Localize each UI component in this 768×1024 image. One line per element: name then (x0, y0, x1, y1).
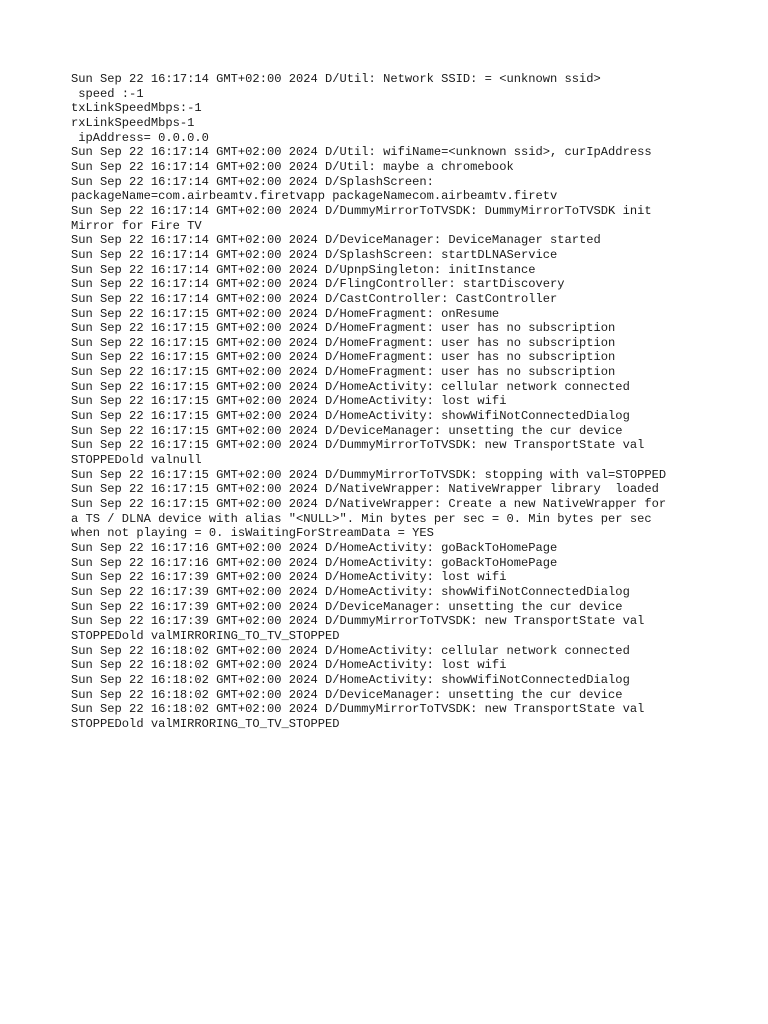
log-line: Sun Sep 22 16:17:14 GMT+02:00 2024 D/Util: maybe a chromebook (71, 159, 514, 174)
log-line: Sun Sep 22 16:17:15 GMT+02:00 2024 D/NativeWrapper: Create a new NativeWrapper for (71, 497, 667, 512)
log-line: Sun Sep 22 16:18:02 GMT+02:00 2024 D/DeviceManager: unsetting the cur device (71, 687, 623, 702)
log-line: a TS / DLNA device with alias "<NULL>". Min bytes per sec = 0. Min bytes per sec (71, 511, 652, 526)
log-line: Sun Sep 22 16:17:39 GMT+02:00 2024 D/HomeActivity: showWifiNotConnectedDialog (71, 584, 630, 599)
log-line: Sun Sep 22 16:17:15 GMT+02:00 2024 D/HomeActivity: lost wifi (71, 394, 507, 409)
log-line: STOPPEDold valnull (71, 453, 202, 468)
log-line: speed :-1 (71, 86, 144, 101)
log-line: Sun Sep 22 16:17:14 GMT+02:00 2024 D/SplashScreen: startDLNAService (71, 247, 558, 262)
log-line: Sun Sep 22 16:17:16 GMT+02:00 2024 D/HomeActivity: goBackToHomePage (71, 555, 558, 570)
log-line: STOPPEDold valMIRRORING_TO_TV_STOPPED (71, 716, 340, 731)
log-line: ipAddress= 0.0.0.0 (71, 130, 209, 145)
log-line: Sun Sep 22 16:17:15 GMT+02:00 2024 D/HomeActivity: cellular network connected (71, 379, 630, 394)
log-line: Sun Sep 22 16:17:14 GMT+02:00 2024 D/DummyMirrorToTVSDK: DummyMirrorToTVSDK init (71, 203, 652, 218)
log-line: Sun Sep 22 16:18:02 GMT+02:00 2024 D/HomeActivity: showWifiNotConnectedDialog (71, 672, 630, 687)
log-line: Mirror for Fire TV (71, 218, 202, 233)
log-line: Sun Sep 22 16:17:15 GMT+02:00 2024 D/NativeWrapper: NativeWrapper library loaded (71, 482, 659, 497)
log-text-block (71, 72, 711, 732)
log-line: rxLinkSpeedMbps-1 (71, 115, 195, 130)
log-line: Sun Sep 22 16:17:14 GMT+02:00 2024 D/FlingController: startDiscovery (71, 277, 565, 292)
log-line: Sun Sep 22 16:17:15 GMT+02:00 2024 D/DummyMirrorToTVSDK: stopping with val=STOPPED (71, 467, 667, 482)
log-line: Sun Sep 22 16:17:15 GMT+02:00 2024 D/HomeFragment: onResume (71, 306, 500, 321)
log-line: Sun Sep 22 16:18:02 GMT+02:00 2024 D/DummyMirrorToTVSDK: new TransportState val (71, 702, 645, 717)
log-line: Sun Sep 22 16:17:15 GMT+02:00 2024 D/HomeFragment: user has no subscription (71, 365, 616, 380)
log-line: Sun Sep 22 16:17:39 GMT+02:00 2024 D/DummyMirrorToTVSDK: new TransportState val (71, 614, 645, 629)
log-line: packageName=com.airbeamtv.firetvapp packageNamecom.airbeamtv.firetv (71, 189, 558, 204)
log-line: Sun Sep 22 16:17:16 GMT+02:00 2024 D/HomeActivity: goBackToHomePage (71, 541, 558, 555)
log-line: when not playing = 0. isWaitingForStreamData = YES (71, 526, 434, 541)
log-line: Sun Sep 22 16:17:14 GMT+02:00 2024 D/CastController: CastController (71, 291, 558, 306)
log-line: Sun Sep 22 16:18:02 GMT+02:00 2024 D/HomeActivity: lost wifi (71, 658, 507, 673)
log-line: Sun Sep 22 16:17:39 GMT+02:00 2024 D/HomeActivity: lost wifi (71, 570, 507, 585)
log-line: Sun Sep 22 16:17:15 GMT+02:00 2024 D/HomeFragment: user has no subscription (71, 335, 616, 350)
log-line: Sun Sep 22 16:17:15 GMT+02:00 2024 D/HomeFragment: user has no subscription (71, 350, 616, 365)
log-line: Sun Sep 22 16:17:14 GMT+02:00 2024 D/SplashScreen: (71, 174, 434, 189)
log-line: Sun Sep 22 16:17:15 GMT+02:00 2024 D/DummyMirrorToTVSDK: new TransportState val (71, 438, 645, 453)
log-line: txLinkSpeedMbps:-1 (71, 101, 202, 116)
log-line: Sun Sep 22 16:17:14 GMT+02:00 2024 D/UpnpSingleton: initInstance (71, 262, 536, 277)
log-line: STOPPEDold valMIRRORING_TO_TV_STOPPED (71, 628, 340, 643)
log-line: Sun Sep 22 16:17:39 GMT+02:00 2024 D/DeviceManager: unsetting the cur device (71, 599, 623, 614)
log-line: Sun Sep 22 16:17:14 GMT+02:00 2024 D/Util: Network SSID: = <unknown ssid> (71, 72, 601, 86)
log-line: Sun Sep 22 16:17:15 GMT+02:00 2024 D/HomeActivity: showWifiNotConnectedDialog (71, 409, 630, 424)
log-line: Sun Sep 22 16:17:15 GMT+02:00 2024 D/HomeFragment: user has no subscription (71, 321, 616, 336)
log-line: Sun Sep 22 16:17:15 GMT+02:00 2024 D/DeviceManager: unsetting the cur device (71, 423, 623, 438)
log-line: Sun Sep 22 16:17:14 GMT+02:00 2024 D/Util: wifiName=<unknown ssid>, curIpAddress (71, 145, 652, 160)
log-document (71, 72, 711, 732)
log-line: Sun Sep 22 16:18:02 GMT+02:00 2024 D/HomeActivity: cellular network connected (71, 643, 630, 658)
log-line: Sun Sep 22 16:17:14 GMT+02:00 2024 D/DeviceManager: DeviceManager started (71, 233, 601, 248)
